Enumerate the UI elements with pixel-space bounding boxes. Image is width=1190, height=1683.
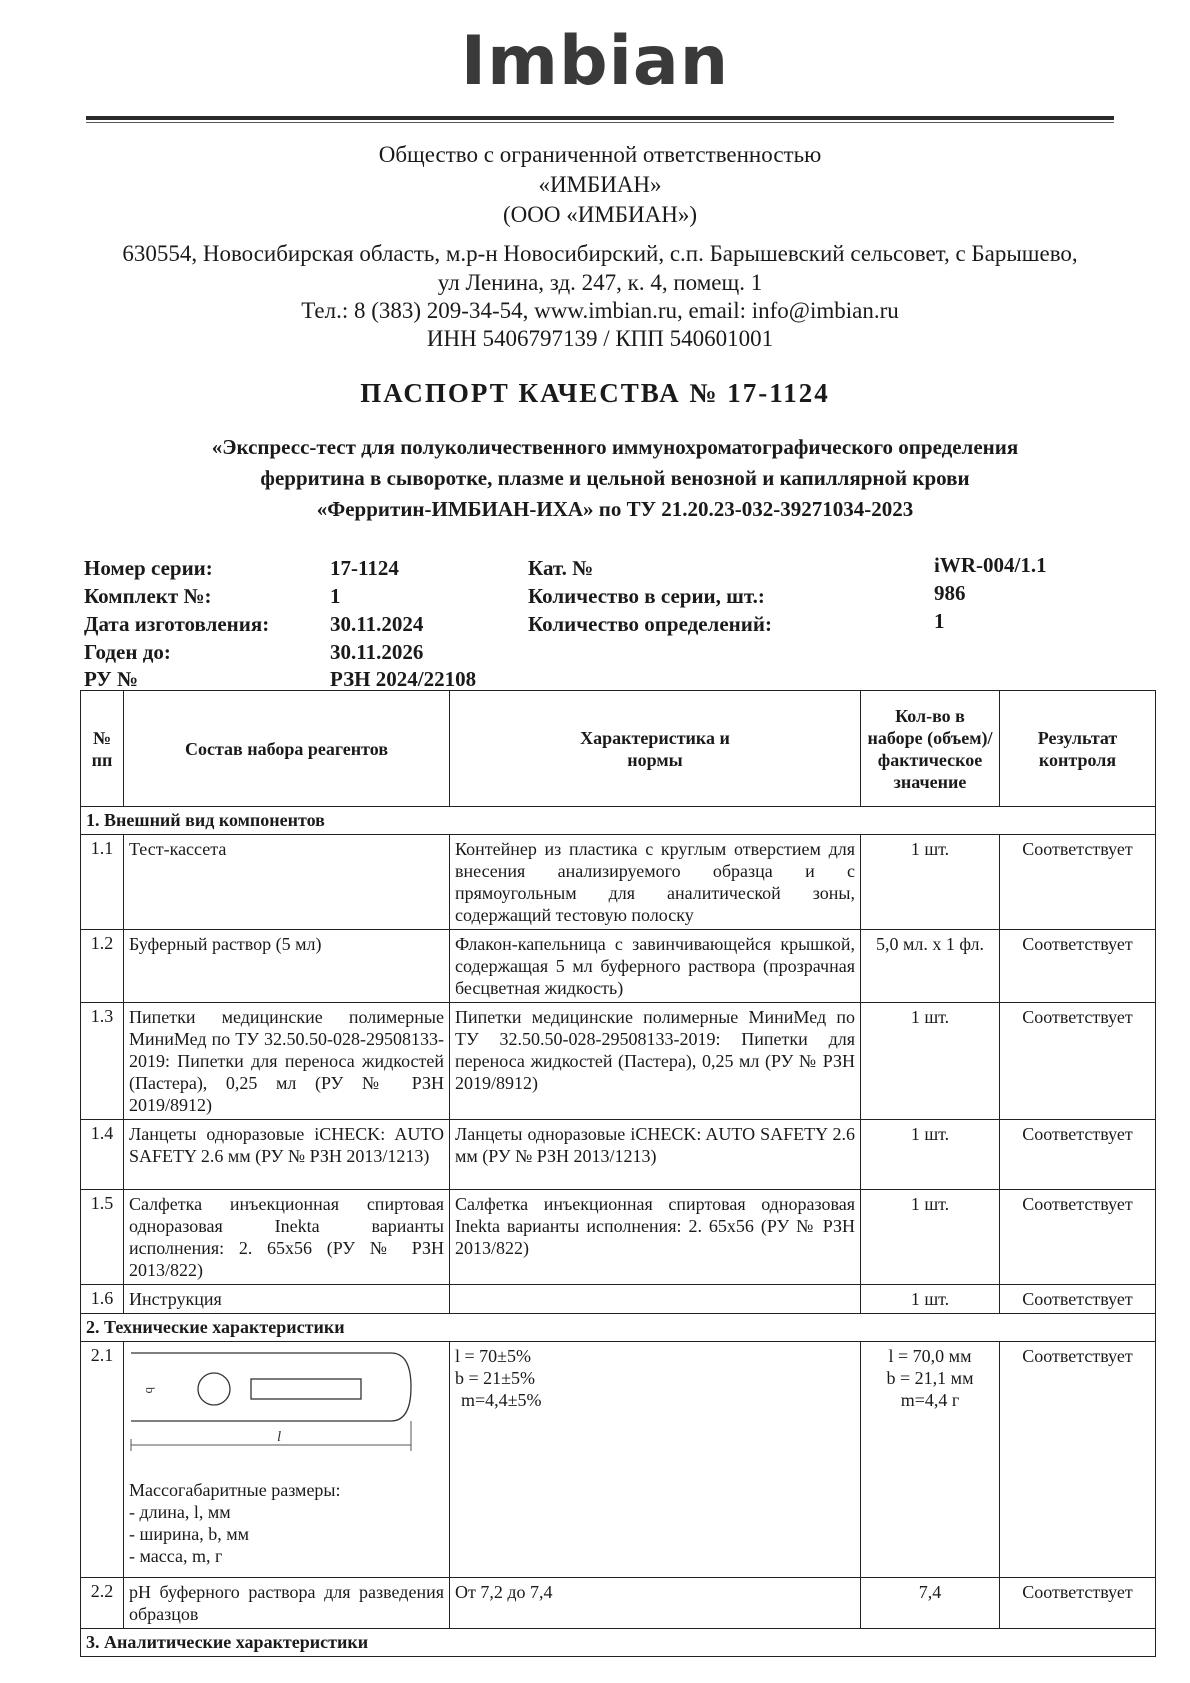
row-num: 1.6 — [81, 1285, 124, 1314]
determinations-value: 1 — [934, 609, 945, 633]
kit-label: Комплект №: — [84, 584, 212, 608]
row-num: 1.1 — [81, 835, 124, 930]
row-quantity: 5,0 мл. x 1 фл. — [861, 930, 1000, 1003]
section-title: 1. Внешний вид компонентов — [81, 807, 1156, 835]
section-title: 2. Технические характеристики — [81, 1314, 1156, 1342]
document-title: ПАСПОРТ КАЧЕСТВА № 17-1124 — [360, 378, 830, 408]
row-characteristic: От 7,2 до 7,4 — [450, 1578, 861, 1629]
fact-width: b = 21,1 мм — [886, 1368, 974, 1388]
header-num: № пп — [81, 691, 124, 807]
catalog-value: iWR-004/1.1 — [934, 553, 1047, 577]
row-characteristic — [450, 1342, 861, 1578]
norm-length: l = 70±5% — [455, 1346, 532, 1366]
org-address-1: 630554, Новосибирская область, м.р-н Новосибирский, с.п. Барышевский сельсовет, с Барышево, — [122, 241, 1078, 266]
made-date-label: Дата изготовления: — [84, 612, 270, 636]
row-num: 1.4 — [81, 1120, 124, 1190]
fact-length: l = 70,0 мм — [888, 1346, 972, 1366]
row-characteristic: Пипетки медицинские полимерные МиниМед по ТУ 32.50.50-028-29508133-2019: Пипетки для переноса жидкостей (Пастера), 0,25 мл (РУ № РЗН 2019/8912) — [450, 1003, 861, 1120]
fact-mass: m=4,4 г — [900, 1390, 960, 1410]
table-row — [81, 835, 1156, 930]
row-num: 1.2 — [81, 930, 124, 1003]
org-line-3: (ООО «ИМБИАН») — [503, 202, 697, 227]
row-result: Соответствует — [1000, 1003, 1156, 1120]
row-num: 1.5 — [81, 1190, 124, 1285]
product-line-1: «Экспресс-тест для полуколичественного иммунохроматографического определения — [211, 435, 1019, 459]
row-characteristic: Контейнер из пластика с круглым отверстием для внесения анализируемого образца и с прямоугольным для аналитической зоны, содержащий тестовую полоску — [450, 835, 861, 930]
made-date-value: 30.11.2024 — [330, 612, 424, 636]
row-composition: Ланцеты одноразовые iCHECK: AUTO SAFETY 2.6 мм (РУ № РЗН 2013/1213) — [124, 1120, 450, 1190]
header-rule-thin — [86, 122, 1114, 123]
row-characteristic: Салфетка инъекционная спиртовая одноразовая Inekta варианты исполнения: 2. 65x56 (РУ № РЗН 2013/822) — [450, 1190, 861, 1285]
determinations-label: Количество определений: — [528, 612, 772, 636]
row-result: Соответствует — [1000, 1285, 1156, 1314]
product-line-2: ферритина в сыворотке, плазме и цельной венозной и капиллярной крови — [260, 466, 970, 490]
section-row — [81, 1314, 1156, 1342]
row-composition — [124, 1342, 450, 1578]
table-row — [81, 930, 1156, 1003]
norm-mass: m=4,4±5% — [461, 1390, 542, 1410]
header-quantity: Кол-во в наборе (объем)/ фактическое значение — [861, 691, 1000, 807]
table-row — [81, 1190, 1156, 1285]
header-characteristic: Характеристика и нормы — [450, 691, 861, 807]
series-label: Номер серии: — [84, 556, 213, 580]
valid-until-label: Годен до: — [84, 640, 171, 664]
quality-table — [80, 690, 1156, 1657]
org-address-2: ул Ленина, зд. 247, к. 4, помещ. 1 — [437, 270, 763, 295]
row-composition: Пипетки медицинские полимерные МиниМед по ТУ 32.50.50-028-29508133-2019: Пипетки для переноса жидкостей (Пастера), 0,25 мл (РУ № РЗН 2019/8912) — [124, 1003, 450, 1120]
row-num: 2.1 — [81, 1342, 124, 1578]
row-composition: pH буферного раствора для разведения образцов — [124, 1578, 450, 1629]
row-quantity: 1 шт. — [861, 1190, 1000, 1285]
test-cassette-drawing — [129, 1349, 419, 1479]
row-characteristic: Флакон-капельница с завинчивающейся крышкой, содержащая 5 мл буферного раствора (прозрачная бесцветная жидкость) — [450, 930, 861, 1003]
row-result: Соответствует — [1000, 930, 1156, 1003]
series-quantity-value: 986 — [934, 581, 966, 605]
row-result: Соответствует — [1000, 1190, 1156, 1285]
table-row — [81, 1120, 1156, 1190]
row-composition: Тест-кассета — [124, 835, 450, 930]
kit-value: 1 — [330, 584, 341, 608]
row-composition: Буферный раствор (5 мл) — [124, 930, 450, 1003]
org-line-1: Общество с ограниченной ответственностью — [378, 142, 822, 167]
row-num: 1.3 — [81, 1003, 124, 1120]
table-row — [81, 1342, 1156, 1578]
row-composition: Салфетка инъекционная спиртовая одноразовая Inekta варианты исполнения: 2. 65x56 (РУ № РЗН 2013/822) — [124, 1190, 450, 1285]
row-num: 2.2 — [81, 1578, 124, 1629]
row-characteristic: Ланцеты одноразовые iCHECK: AUTO SAFETY 2.6 мм (РУ № РЗН 2013/1213) — [450, 1120, 861, 1190]
drawing-label-b: b — [143, 1387, 158, 1394]
product-line-3: «Ферритин-ИМБИАН-ИХА» по ТУ 21.20.23-032-39271034-2023 — [316, 497, 914, 521]
row-quantity: 1 шт. — [861, 1003, 1000, 1120]
section-row — [81, 1629, 1156, 1657]
row-characteristic — [450, 1285, 861, 1314]
drawing-label-l: l — [277, 1429, 282, 1445]
header-rule — [86, 116, 1114, 120]
ru-value: РЗН 2024/22108 — [330, 667, 477, 691]
table-header-row — [81, 691, 1156, 807]
norm-width: b = 21±5% — [455, 1368, 536, 1388]
table-row — [81, 1285, 1156, 1314]
valid-until-value: 30.11.2026 — [330, 640, 424, 664]
dim-length: - длина, l, мм — [129, 1502, 231, 1522]
org-inn: ИНН 5406797139 / КПП 540601001 — [426, 326, 774, 351]
series-value: 17-1124 — [330, 556, 399, 580]
row-result: Соответствует — [1000, 1342, 1156, 1578]
row-composition: Инструкция — [124, 1285, 450, 1314]
catalog-label: Кат. № — [528, 556, 594, 580]
row-quantity — [861, 1342, 1000, 1578]
dim-mass: - масса, m, г — [129, 1546, 223, 1566]
org-line-2: «ИМБИАН» — [538, 172, 662, 197]
row-result: Соответствует — [1000, 835, 1156, 930]
row-quantity: 1 шт. — [861, 835, 1000, 930]
company-logo: Imbian — [460, 22, 730, 101]
row-quantity: 1 шт. — [861, 1120, 1000, 1190]
section-title: 3. Аналитические характеристики — [81, 1629, 1156, 1657]
table-row — [81, 1578, 1156, 1629]
header-composition: Состав набора реагентов — [124, 691, 450, 807]
series-quantity-label: Количество в серии, шт.: — [528, 584, 765, 608]
dim-width: - ширина, b, мм — [129, 1524, 250, 1544]
table-row — [81, 1003, 1156, 1120]
ru-label: РУ № — [84, 667, 139, 691]
row-quantity: 1 шт. — [861, 1285, 1000, 1314]
product-description — [100, 432, 1130, 525]
row-result: Соответствует — [1000, 1578, 1156, 1629]
row-quantity: 7,4 — [861, 1578, 1000, 1629]
dims-title: Массогабаритные размеры: — [129, 1480, 341, 1500]
header-result: Результат контроля — [1000, 691, 1156, 807]
org-contacts: Тел.: 8 (383) 209-34-54, www.imbian.ru, email: info@imbian.ru — [301, 298, 899, 323]
row-result: Соответствует — [1000, 1120, 1156, 1190]
section-row — [81, 807, 1156, 835]
